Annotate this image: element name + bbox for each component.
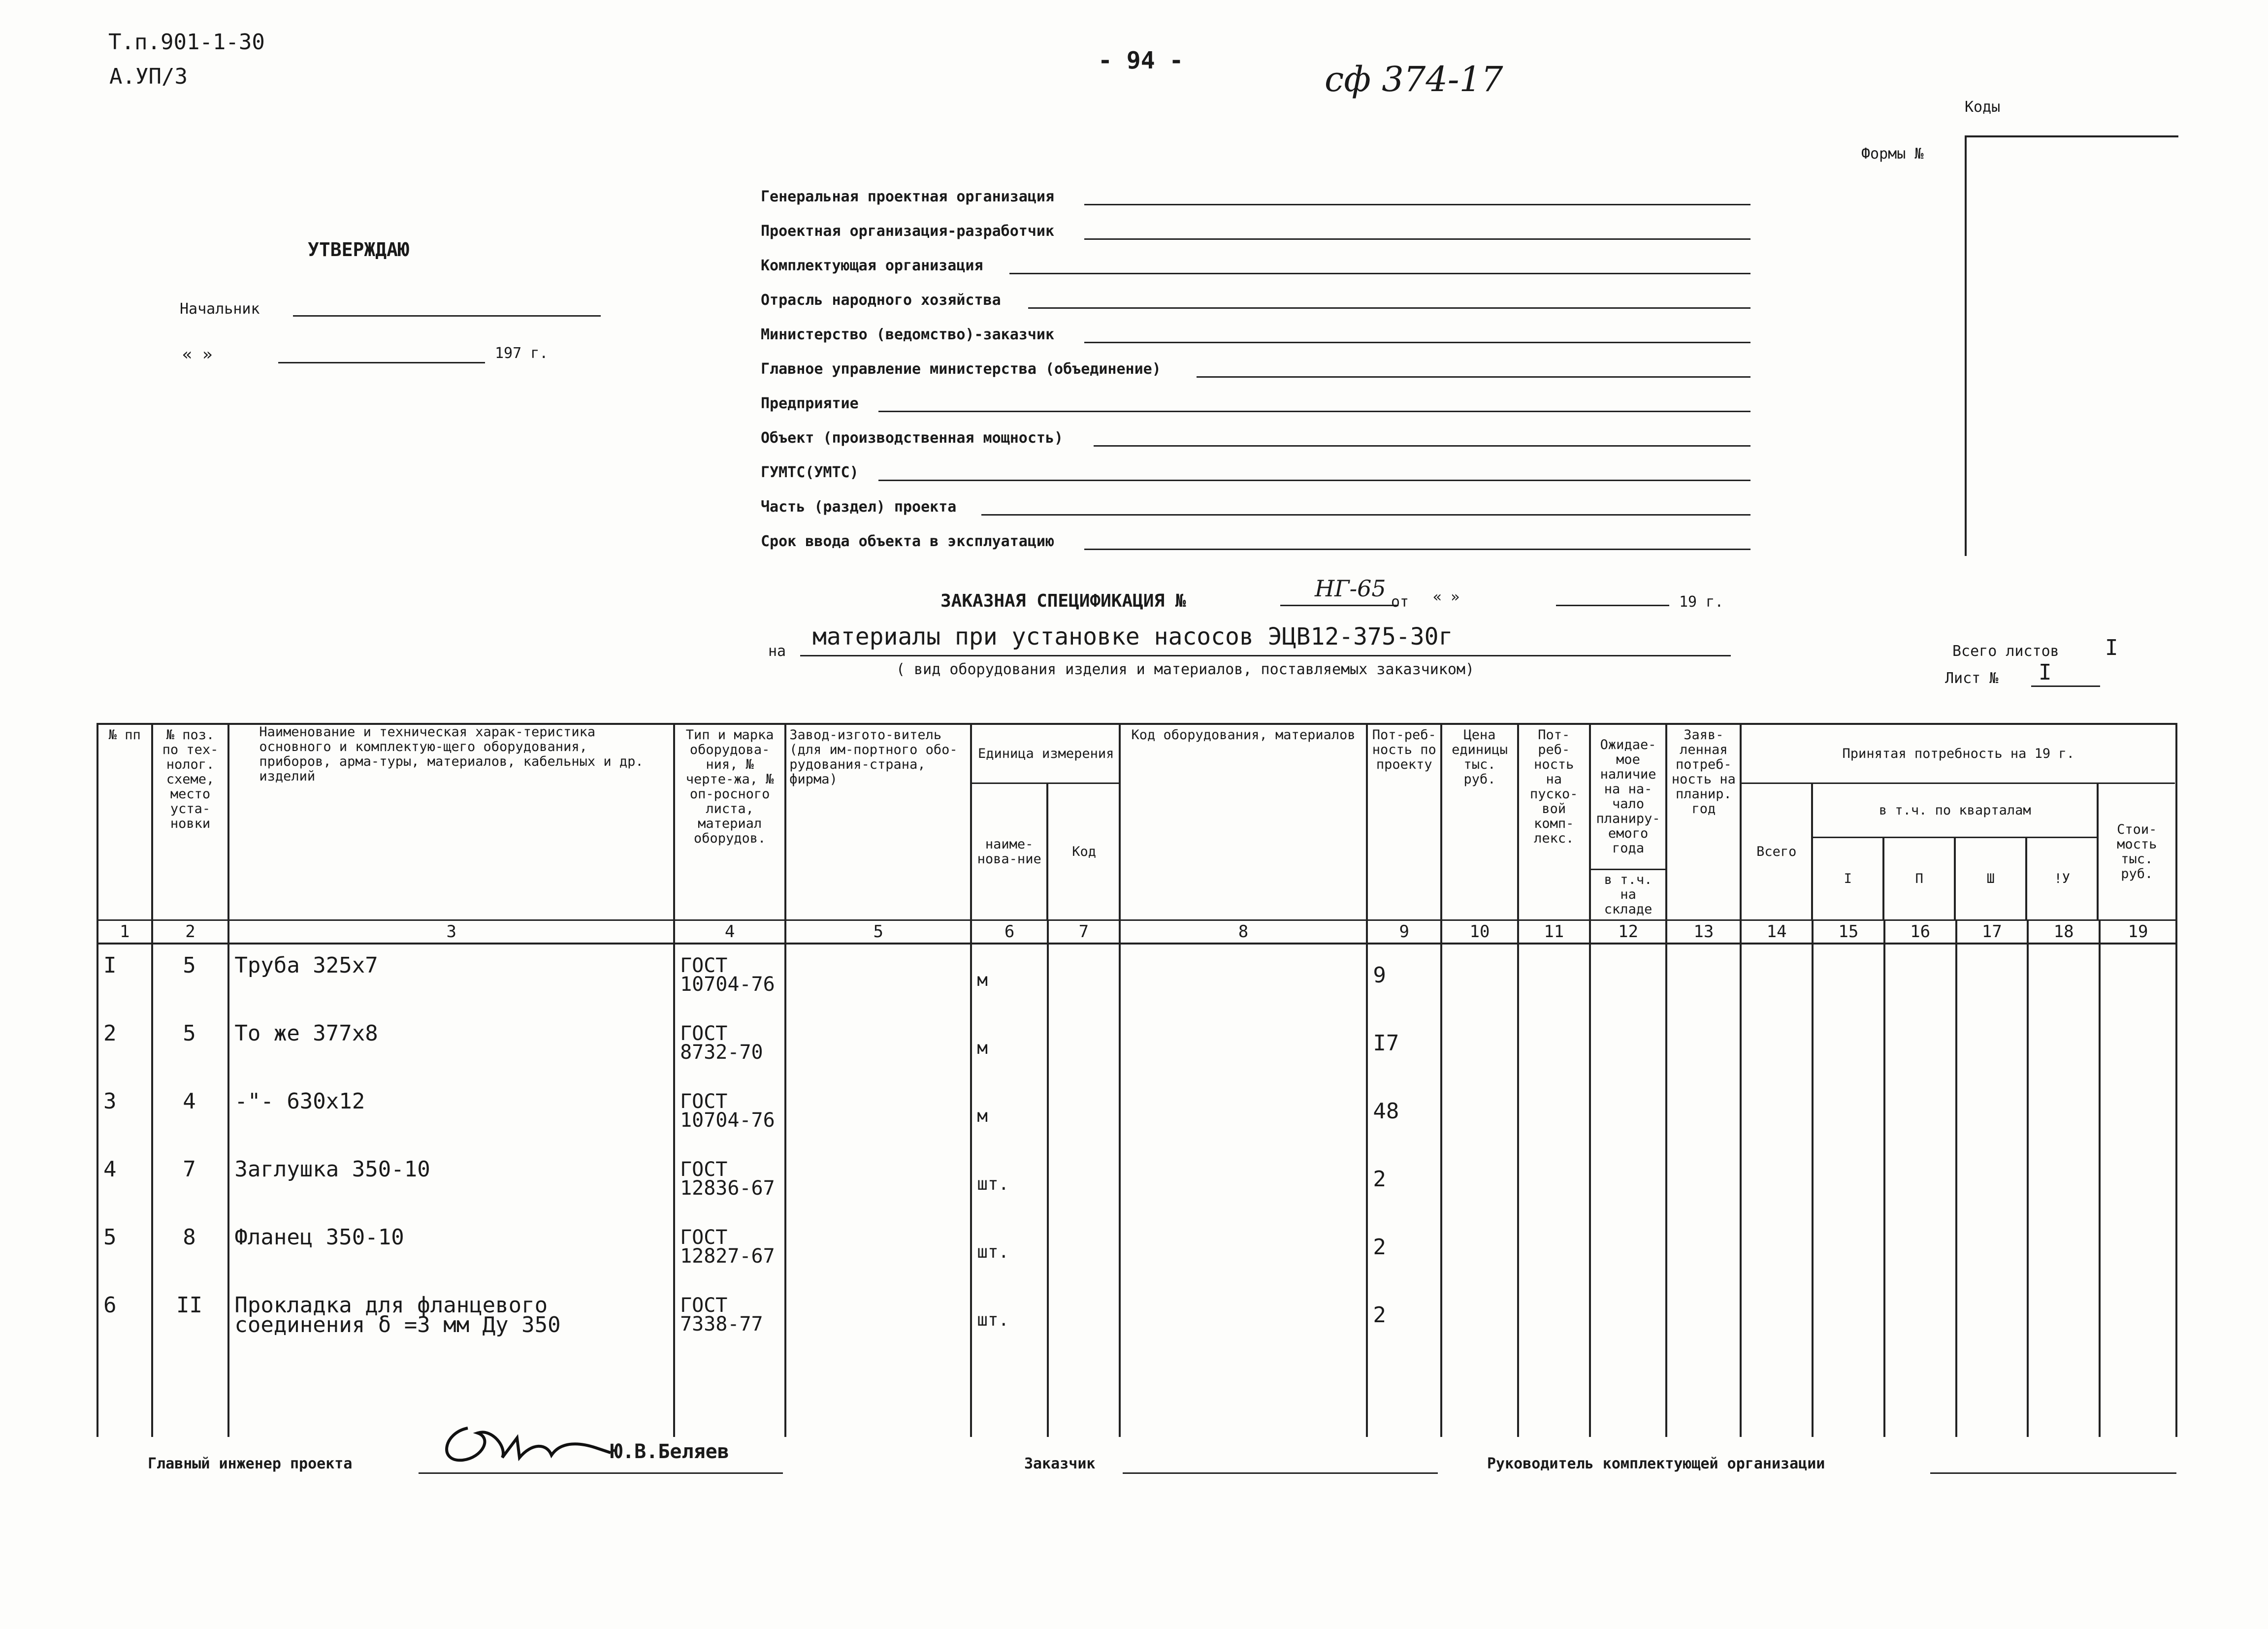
body-column <box>1120 944 1367 1437</box>
org-field-label: Министерство (ведомство)-заказчик <box>761 326 1055 343</box>
column-number: 10 <box>1441 920 1518 944</box>
body-column <box>1590 944 1667 1437</box>
total-sheets: I <box>2105 635 2118 660</box>
table-cell: ГОСТ <box>680 1158 728 1181</box>
header-c19: Стои-мость тыс. руб. <box>2117 821 2157 881</box>
table-cell-line2: 8732-70 <box>680 1041 763 1064</box>
table-cell: шт. <box>977 1310 1009 1330</box>
header-accepted: Принятая потребность на 19 г. <box>1742 725 2175 784</box>
table-cell: 2 <box>1373 1167 1386 1192</box>
table-cell: 5 <box>103 1225 117 1250</box>
org-field-line <box>878 480 1750 481</box>
chief-label: Начальник <box>180 300 260 318</box>
body-column <box>152 944 229 1437</box>
body-column <box>2100 944 2176 1437</box>
table-cell: 6 <box>103 1293 117 1318</box>
table-cell: Труба 325х7 <box>234 953 378 978</box>
table-cell: м <box>977 970 988 990</box>
body-column <box>1884 944 1956 1437</box>
org-field-label: Объект (производственная мощность) <box>761 429 1064 447</box>
column-number: 3 <box>228 920 674 944</box>
column-number: 9 <box>1367 920 1441 944</box>
table-cell: 4 <box>103 1157 117 1182</box>
org-field-line <box>1084 204 1750 205</box>
header-c4: Тип и марка оборудова-ния, № черте-жа, № оп-росного листа, материал оборудов. <box>685 727 774 846</box>
org-field-label: Отрасль народного хозяйства <box>761 292 1001 309</box>
spec-for-value: материалы при установке насосов ЭЦВ12-375-30г <box>812 623 1453 651</box>
column-number: 11 <box>1518 920 1590 944</box>
spec-number: НГ-65 <box>1315 575 1386 602</box>
org-field-label: Часть (раздел) проекта <box>761 498 957 516</box>
table-cell: 2 <box>1373 1235 1386 1260</box>
org-field-label: Главное управление министерства (объединение) <box>761 360 1161 378</box>
table-cell: 3 <box>103 1089 117 1114</box>
column-number: 4 <box>674 920 785 944</box>
spec-date-quotes: « » <box>1433 588 1460 606</box>
header-c9: Пот-реб-ность по проекту <box>1372 727 1436 772</box>
sheet-line <box>2031 685 2100 687</box>
sheet-number: I <box>2039 660 2052 685</box>
column-number: 19 <box>2100 920 2176 944</box>
body-column <box>97 944 152 1437</box>
table-cell: 48 <box>1373 1099 1399 1124</box>
table-cell-line2: соединения δ =3 мм Ду 350 <box>234 1312 561 1337</box>
org-field-line <box>1009 273 1750 274</box>
spec-year: 19 г. <box>1679 593 1724 611</box>
chief-line <box>293 315 601 317</box>
table-cell: м <box>977 1038 988 1058</box>
org-field-label: Генеральная проектная организация <box>761 188 1055 205</box>
spec-for-label: на <box>768 643 786 660</box>
header-c7: Код <box>1072 844 1097 859</box>
table-cell: 5 <box>183 953 196 978</box>
signature-mark <box>433 1418 620 1472</box>
org-field-line <box>981 514 1750 516</box>
column-number: 18 <box>2028 920 2100 944</box>
body-column <box>1813 944 1884 1437</box>
table-cell: I <box>103 953 117 978</box>
header-c2: № поз. по тех-нолог. схеме, место уста-новки <box>162 727 219 831</box>
header-c10: Цена единицы тыс. руб. <box>1452 727 1508 787</box>
forms-label: Формы № <box>1861 145 1924 163</box>
table-cell: -"- 630х12 <box>234 1089 365 1114</box>
page-number: - 94 - <box>1098 47 1184 74</box>
body-column <box>1367 944 1441 1437</box>
column-number: 15 <box>1813 920 1884 944</box>
column-number: 14 <box>1741 920 1813 944</box>
org-field-line <box>1084 342 1750 343</box>
spec-caption: ( вид оборудования изделия и материалов, поставляемых заказчиком) <box>896 661 1474 678</box>
header-c11: Пот-реб-ность на пуско-вой комп-лекс. <box>1530 727 1578 846</box>
body-column <box>1956 944 2028 1437</box>
approve-year: 197 г. <box>495 345 549 362</box>
approve-date-line <box>278 362 485 363</box>
table-cell: 2 <box>1373 1303 1386 1328</box>
table-cell-line2: 7338-77 <box>680 1313 763 1336</box>
body-column <box>1518 944 1590 1437</box>
body-column <box>674 944 785 1437</box>
table-cell: То же 377х8 <box>234 1021 378 1046</box>
table-cell: Заглушка 350-10 <box>234 1157 430 1182</box>
table-cell: 9 <box>1373 963 1386 988</box>
body-column <box>785 944 971 1437</box>
org-field-label: Комплектующая организация <box>761 257 983 274</box>
sheet-label: Лист № <box>1945 670 1999 687</box>
body-column <box>1048 944 1120 1437</box>
column-number: 1 <box>97 920 152 944</box>
spec-for-line <box>800 655 1731 656</box>
table-cell-line2: 12836-67 <box>680 1177 775 1200</box>
header-c1: № пп <box>108 727 141 743</box>
table-cell: ГОСТ <box>680 1090 728 1113</box>
table-cell: ГОСТ <box>680 1226 728 1249</box>
table-cell-line2: 12827-67 <box>680 1245 775 1268</box>
codes-box <box>1965 135 2178 556</box>
column-number: 7 <box>1048 920 1120 944</box>
table-body <box>97 944 2176 1437</box>
table-cell: II <box>176 1293 202 1318</box>
body-column <box>1441 944 1518 1437</box>
spec-number-line <box>1280 605 1398 606</box>
signature <box>433 1418 620 1483</box>
header-c14: Всего <box>1742 784 1813 919</box>
header-c17: Ш <box>1956 838 2027 919</box>
customer-line <box>1123 1472 1438 1474</box>
header-c12b: в т.ч. на складе <box>1604 872 1652 917</box>
org-field-line <box>1084 238 1750 240</box>
table-cell: ГОСТ <box>680 1022 728 1045</box>
body-column <box>2028 944 2100 1437</box>
body-column <box>971 944 1048 1437</box>
table-cell: 2 <box>103 1021 117 1046</box>
spec-title: ЗАКАЗНАЯ СПЕЦИФИКАЦИЯ № <box>940 591 1186 611</box>
body-column <box>1741 944 1813 1437</box>
table-cell: ГОСТ <box>680 1294 728 1317</box>
document-code: Т.п.901-1-30 <box>108 30 265 55</box>
header-c5: Завод-изгото-витель (для им-портного обо-рудования-страна, фирма) <box>789 727 958 787</box>
table-cell: ГОСТ <box>680 954 728 977</box>
approve-title: УТВЕРЖДАЮ <box>308 239 409 261</box>
header-c18: !У <box>2027 838 2099 919</box>
column-number: 2 <box>152 920 229 944</box>
org-field-label: ГУМТС(УМТС) <box>761 464 859 481</box>
body-column <box>1666 944 1741 1437</box>
table-cell: 8 <box>183 1225 196 1250</box>
org-field-line <box>1197 376 1750 378</box>
column-number: 13 <box>1666 920 1741 944</box>
org-field-label: Предприятие <box>761 395 859 412</box>
org-field-line <box>1094 445 1750 447</box>
table-cell: Прокладка для фланцевого <box>234 1293 548 1318</box>
head-label: Руководитель комплектующей организации <box>1487 1455 1825 1472</box>
org-field-label: Срок ввода объекта в эксплуатацию <box>761 533 1055 550</box>
chief-engineer-name: Ю.В.Беляев <box>611 1440 729 1463</box>
header-c6: наиме-нова-ние <box>972 784 1048 919</box>
header-c13: Заяв-ленная потреб-ность на планир. год <box>1671 727 1736 816</box>
header-c15: I <box>1813 838 1884 919</box>
header-unit: Единица измерения <box>972 725 1120 784</box>
body-column <box>228 944 674 1437</box>
header-c3: Наименование и техническая харак-теристика основного и комплектую-щего оборудования, приборов, арма-туры, материалов, кабельных и др. изделий <box>259 724 644 784</box>
org-field-label: Проектная организация-разработчик <box>761 223 1055 240</box>
header-c8: Код оборудования, материалов <box>1131 727 1356 743</box>
codes-label: Коды <box>1965 98 2001 116</box>
handwritten-reference: сф 374-17 <box>1325 59 1503 99</box>
table-cell: 5 <box>183 1021 196 1046</box>
head-line <box>1930 1472 2176 1474</box>
specification-table <box>97 723 2177 1437</box>
table-cell: шт. <box>977 1174 1009 1194</box>
column-number: 16 <box>1884 920 1956 944</box>
customer-label: Заказчик <box>1024 1455 1096 1472</box>
column-numbers-row <box>97 920 2176 944</box>
spec-from: от <box>1391 593 1409 611</box>
org-field-line <box>878 411 1750 412</box>
table-cell: 4 <box>183 1089 196 1114</box>
header-quarters: в т.ч. по кварталам <box>1813 784 2099 838</box>
column-number: 5 <box>785 920 971 944</box>
approve-date-quotes: « » <box>182 345 213 364</box>
table-cell-line2: 10704-76 <box>680 973 775 996</box>
column-number: 12 <box>1590 920 1667 944</box>
table-cell: I7 <box>1373 1031 1399 1056</box>
header-c12: Ожидае-мое наличие на на-чало планиру-емого года <box>1591 725 1666 870</box>
header-c16: П <box>1884 838 1956 919</box>
org-field-line <box>1084 549 1750 550</box>
table-cell: Фланец 350-10 <box>234 1225 404 1250</box>
column-number: 17 <box>1956 920 2028 944</box>
table-cell-line2: 10704-76 <box>680 1109 775 1132</box>
total-sheets-label: Всего листов <box>1952 643 2059 660</box>
table-cell: м <box>977 1106 988 1126</box>
column-number: 6 <box>971 920 1048 944</box>
org-field-line <box>1028 307 1750 309</box>
spec-date-line <box>1556 605 1669 606</box>
table-cell: 7 <box>183 1157 196 1182</box>
column-number: 8 <box>1120 920 1367 944</box>
table-cell: шт. <box>977 1242 1009 1262</box>
document-subcode: А.УП/3 <box>109 64 188 89</box>
chief-engineer-label: Главный инженер проекта <box>148 1455 353 1472</box>
